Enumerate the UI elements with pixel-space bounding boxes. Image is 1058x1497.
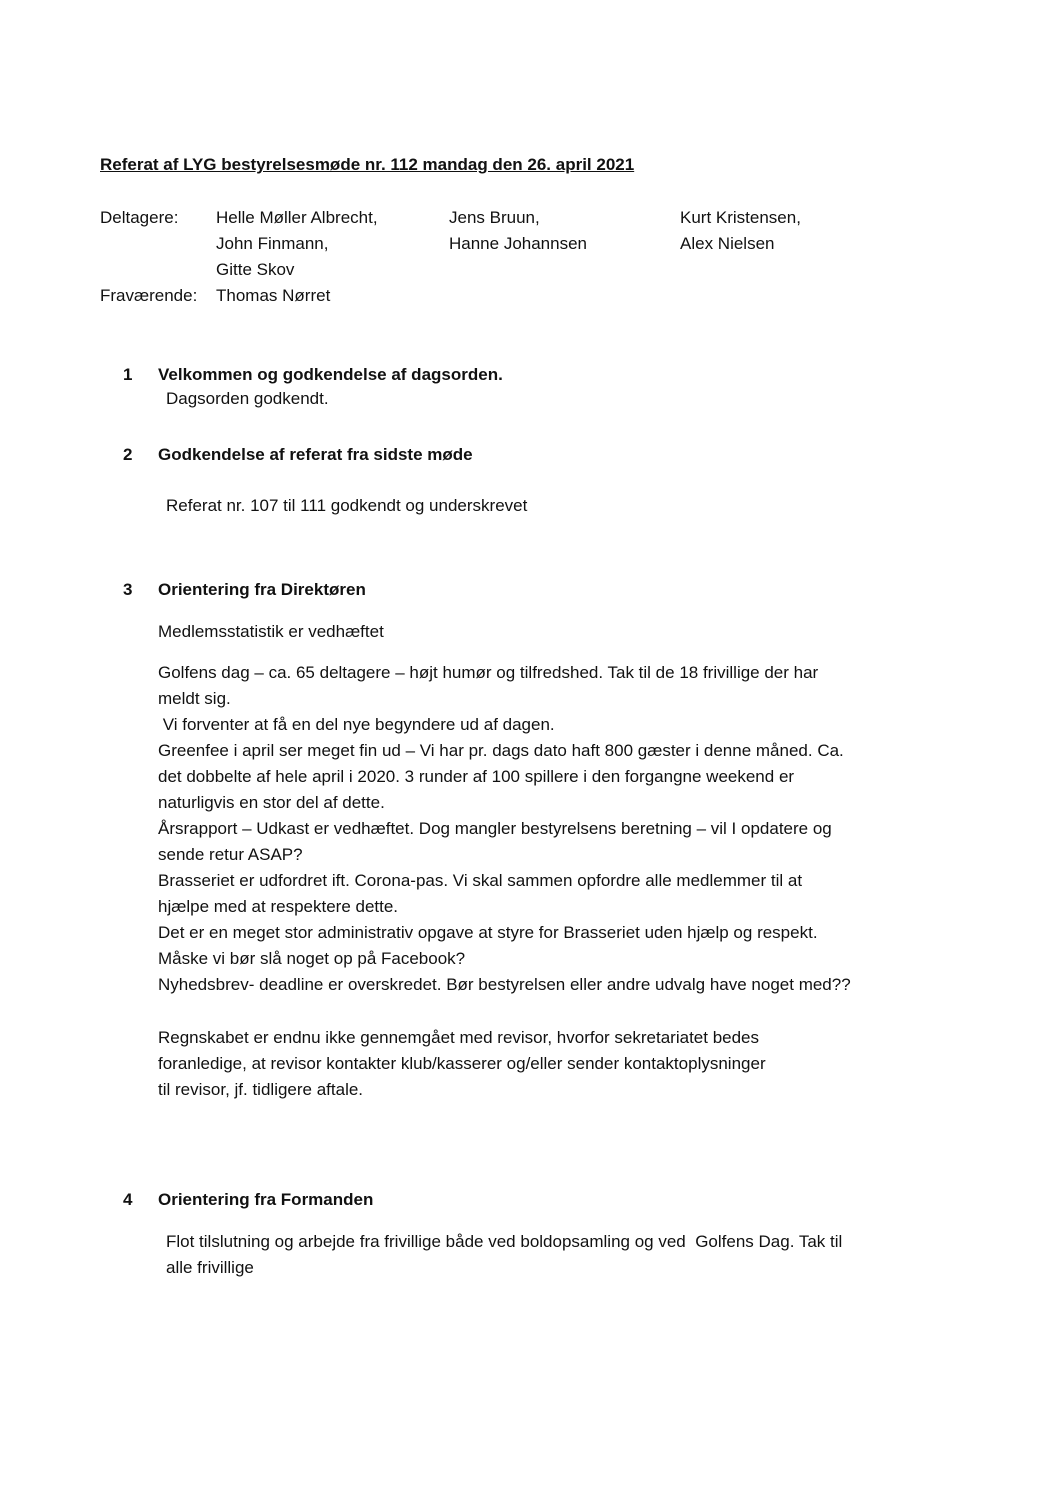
item-text: Flot tilslutning og arbejde fra frivillige både ved boldopsamling og ved Golfens Dag. Tak til (166, 1232, 843, 1251)
item-text: Regnskabet er endnu ikke gennemgået med revisor, hvorfor sekretariatet bedes (158, 1028, 760, 1047)
item-text: sende retur ASAP? (158, 845, 303, 864)
item-heading: Orientering fra Formanden (158, 1190, 374, 1209)
item-text: Referat nr. 107 til 111 godkendt og underskrevet (166, 496, 528, 515)
item-text: Medlemsstatistik er vedhæftet (158, 622, 384, 641)
participant-name: Kurt Kristensen, (680, 208, 801, 227)
item-text: meldt sig. (158, 689, 231, 708)
item-heading: Godkendelse af referat fra sidste møde (158, 445, 473, 464)
participants-label: Deltagere: (100, 208, 179, 227)
item-text: naturligvis en stor del af dette. (158, 793, 385, 812)
participant-name: Gitte Skov (216, 260, 295, 279)
item-text: til revisor, jf. tidligere aftale. (158, 1080, 364, 1099)
item-number: 4 (123, 1190, 133, 1209)
item-heading: Velkommen og godkendelse af dagsorden. (158, 365, 503, 384)
item-text: Vi forventer at få en del nye begyndere ud af dagen. (158, 715, 555, 734)
item-text: hjælpe med at respektere dette. (158, 897, 399, 916)
absent-name: Thomas Nørret (216, 286, 331, 305)
participant-name: Hanne Johannsen (449, 234, 588, 253)
participant-name: Helle Møller Albrecht, (216, 208, 378, 227)
item-number: 2 (123, 445, 133, 464)
item-text: Årsrapport – Udkast er vedhæftet. Dog mangler bestyrelsens beretning – vil I opdatere og (158, 819, 832, 838)
participant-name: Alex Nielsen (680, 234, 775, 253)
participant-name: John Finmann, (216, 234, 329, 253)
item-number: 3 (123, 580, 133, 599)
item-text: det dobbelte af hele april i 2020. 3 runder af 100 spillere i den forgangne weekend er (158, 767, 795, 786)
item-text: Dagsorden godkendt. (166, 389, 329, 408)
item-number: 1 (123, 365, 133, 384)
participant-name: Jens Bruun, (449, 208, 540, 227)
absent-label: Fraværende: (100, 286, 198, 305)
item-text: Måske vi bør slå noget op på Facebook? (158, 949, 466, 968)
item-text: Brasseriet er udfordret ift. Corona-pas. Vi skal sammen opfordre alle medlemmer til at (158, 871, 803, 890)
item-text: Nyhedsbrev- deadline er overskredet. Bør bestyrelsen eller andre udvalg have noget med?? (158, 975, 851, 994)
item-text: Det er en meget stor administrativ opgave at styre for Brasseriet uden hjælp og respekt. (158, 923, 818, 942)
item-text: foranledige, at revisor kontakter klub/kasserer og/eller sender kontaktoplysninger (158, 1054, 766, 1073)
item-text: Greenfee i april ser meget fin ud – Vi har pr. dags dato haft 800 gæster i denne måned. Ca. (158, 741, 844, 760)
item-text: Golfens dag – ca. 65 deltagere – højt humør og tilfredshed. Tak til de 18 frivillige der har (158, 663, 819, 682)
item-text: alle frivillige (166, 1258, 254, 1277)
item-heading: Orientering fra Direktøren (158, 580, 366, 599)
document-title: Referat af LYG bestyrelsesmøde nr. 112 mandag den 26. april 2021 (100, 155, 635, 174)
